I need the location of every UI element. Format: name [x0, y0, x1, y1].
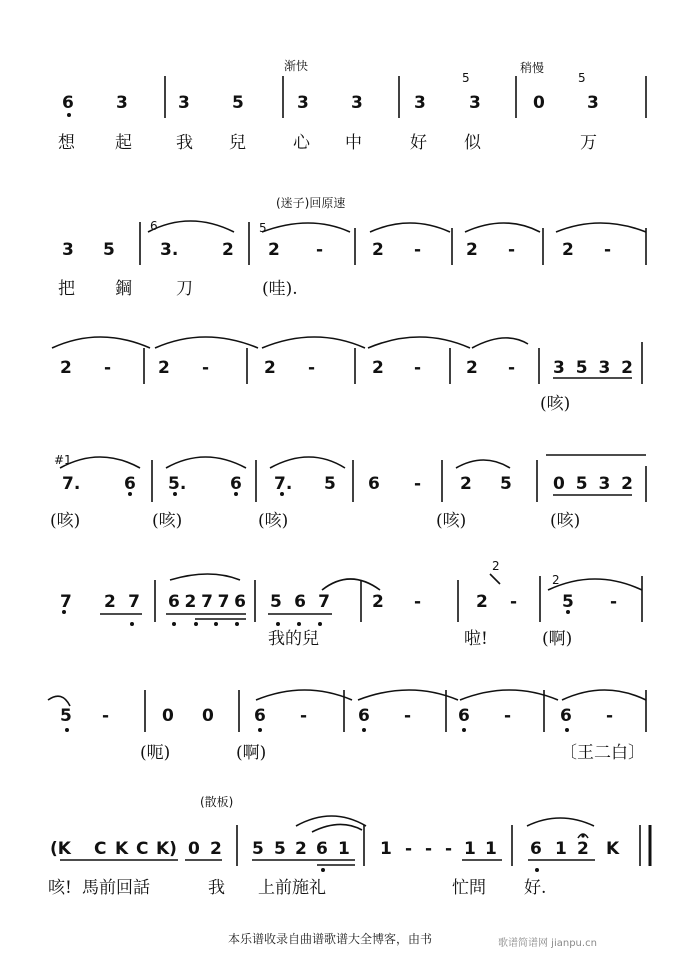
- note-group: 62776: [168, 592, 246, 612]
- slur: [312, 824, 362, 832]
- note: 1: [338, 839, 350, 859]
- note: 3: [351, 93, 363, 113]
- note: 3: [297, 93, 309, 113]
- lyric: (咳): [540, 394, 571, 414]
- lyric: 我: [176, 133, 193, 153]
- octave-dot: [235, 622, 239, 626]
- slur: [166, 457, 246, 468]
- tie: [548, 579, 642, 590]
- slur: [148, 221, 234, 232]
- note: 0: [202, 706, 214, 726]
- note: 5: [60, 706, 72, 726]
- octave-dot: [276, 622, 280, 626]
- note: 2: [210, 839, 222, 859]
- tie: [155, 337, 258, 348]
- lyric: 好.: [524, 878, 547, 898]
- note: 2: [295, 839, 307, 859]
- lyric: (咳): [152, 511, 183, 531]
- note: 0: [533, 93, 545, 113]
- note: -: [202, 358, 210, 378]
- slur: [60, 457, 140, 468]
- octave-dot: [565, 728, 569, 732]
- note: 7: [60, 592, 72, 612]
- octave-dot: [462, 728, 466, 732]
- grace-note: 5: [578, 71, 586, 85]
- note: 5: [252, 839, 264, 859]
- note: C: [94, 839, 107, 859]
- note: 2: [372, 358, 384, 378]
- note: (K: [50, 839, 71, 859]
- tie: [465, 223, 540, 232]
- note: 1: [380, 839, 392, 859]
- tie: [48, 696, 70, 706]
- note: 3: [469, 93, 481, 113]
- note: C: [136, 839, 149, 859]
- lyric: 起: [115, 133, 132, 153]
- note: 5: [500, 474, 512, 494]
- note: 2: [577, 839, 589, 859]
- lyric: 好: [410, 133, 427, 153]
- lyric: 啦!: [464, 629, 488, 649]
- note: K: [115, 839, 129, 859]
- note: -: [414, 474, 422, 494]
- note: -: [508, 240, 516, 260]
- tie: [368, 337, 470, 348]
- octave-dot: [297, 622, 301, 626]
- grace-note: 5: [259, 221, 267, 235]
- note: K): [156, 839, 177, 859]
- note: K: [606, 839, 620, 859]
- lyric: 刀: [176, 279, 193, 299]
- tie: [52, 337, 150, 348]
- note: 6: [230, 474, 242, 494]
- note: 7.: [274, 474, 293, 494]
- note: -: [308, 358, 316, 378]
- grace-note: 6: [150, 219, 158, 233]
- note: 3: [414, 93, 426, 113]
- lyric: (啊): [542, 629, 573, 649]
- octave-dot: [318, 622, 322, 626]
- tempo-mark-accelerando: 渐快: [284, 59, 309, 73]
- note: 6: [254, 706, 266, 726]
- tie: [370, 223, 450, 232]
- note: 5: [274, 839, 286, 859]
- lyric: 中: [345, 133, 362, 153]
- note: 5: [232, 93, 244, 113]
- slur: [296, 816, 366, 826]
- note-group: 0532: [553, 474, 633, 494]
- octave-dot: [258, 728, 262, 732]
- note: 1: [555, 839, 567, 859]
- note: 5.: [168, 474, 187, 494]
- note: 2: [268, 240, 280, 260]
- note: -: [404, 706, 412, 726]
- watermark: 歌谱简谱网 jianpu.cn: [498, 938, 597, 949]
- note: 5: [562, 592, 574, 612]
- note: 2: [476, 592, 488, 612]
- note: 5: [324, 474, 336, 494]
- note: 6: [368, 474, 380, 494]
- note: 3.: [160, 240, 179, 260]
- note: 2: [466, 358, 478, 378]
- tie: [556, 223, 646, 232]
- note: 7.: [62, 474, 81, 494]
- note: 6: [458, 706, 470, 726]
- note: 2: [466, 240, 478, 260]
- note: 2: [562, 240, 574, 260]
- note: 2: [158, 358, 170, 378]
- note: -: [405, 839, 413, 859]
- grace-note: 5: [462, 71, 470, 85]
- note: 0: [188, 839, 200, 859]
- note: 1: [485, 839, 497, 859]
- fermata-dot: [581, 834, 584, 837]
- lyric: 似: [464, 133, 481, 153]
- note: 0: [162, 706, 174, 726]
- octave-dot: [194, 622, 198, 626]
- octave-dot: [65, 728, 69, 732]
- note: -: [508, 358, 516, 378]
- lyric: 把: [58, 279, 75, 299]
- lyric: 咳!: [48, 878, 72, 898]
- grace-note: 2: [552, 573, 560, 587]
- lyric: (哇).: [262, 279, 298, 299]
- octave-dot: [535, 868, 539, 872]
- note: 2: [60, 358, 72, 378]
- note: -: [102, 706, 110, 726]
- note: 5: [103, 240, 115, 260]
- octave-dot: [130, 622, 134, 626]
- lyric: (咳): [258, 511, 289, 531]
- tie: [562, 690, 646, 700]
- lyric: 我的兒: [268, 629, 319, 649]
- note: 6: [316, 839, 328, 859]
- note: 2: [460, 474, 472, 494]
- tie: [472, 338, 528, 348]
- note: -: [606, 706, 614, 726]
- note-group: 3532: [553, 358, 633, 378]
- lyric: 万: [580, 133, 597, 153]
- note: 6: [530, 839, 542, 859]
- note: -: [604, 240, 612, 260]
- lyric-spoken-cue: 〔王二白〕: [560, 743, 645, 763]
- note: -: [425, 839, 433, 859]
- lyric: 想: [58, 133, 75, 153]
- note: 6: [62, 93, 74, 113]
- lyric: 心: [293, 133, 310, 153]
- lyric: 鋼: [115, 279, 132, 299]
- note: -: [300, 706, 308, 726]
- note: -: [504, 706, 512, 726]
- lyric: (呃): [140, 743, 171, 763]
- note: -: [414, 240, 422, 260]
- grace-note: #1: [54, 453, 72, 467]
- note: 6: [560, 706, 572, 726]
- note: -: [510, 592, 518, 612]
- tie: [262, 223, 350, 232]
- lyric: 忙問: [452, 878, 486, 898]
- lyric: 兒: [229, 133, 246, 153]
- octave-dot: [321, 868, 325, 872]
- grace-note: 2: [492, 559, 500, 573]
- lyric: (咳): [50, 511, 81, 531]
- note: 2: [372, 240, 384, 260]
- slur: [456, 460, 510, 468]
- tie: [262, 337, 365, 348]
- octave-dot: [172, 622, 176, 626]
- note: 6: [358, 706, 370, 726]
- note: 2: [372, 592, 384, 612]
- note: 2: [264, 358, 276, 378]
- footer-source-note: 本乐谱收录自曲谱歌谱大全博客，由书: [228, 932, 433, 946]
- note: -: [414, 592, 422, 612]
- slur: [322, 579, 380, 590]
- note: 1: [464, 839, 476, 859]
- note-group: 567: [270, 592, 330, 612]
- note: 3: [178, 93, 190, 113]
- note: -: [414, 358, 422, 378]
- note: 2: [222, 240, 234, 260]
- tempo-mark-free-meter: (散板): [200, 795, 234, 809]
- tie: [256, 690, 352, 700]
- tie: [170, 574, 240, 580]
- octave-dot: [214, 622, 218, 626]
- lyric: (咳): [436, 511, 467, 531]
- lyric: 我: [208, 878, 225, 898]
- note: -: [104, 358, 112, 378]
- octave-dot: [67, 113, 71, 117]
- note: 3: [116, 93, 128, 113]
- note: -: [445, 839, 453, 859]
- slur: [270, 457, 345, 468]
- lyric: (啊): [236, 743, 267, 763]
- note: 6: [124, 474, 136, 494]
- tempo-mark-ritardando: 稍慢: [520, 61, 545, 75]
- slur: [527, 818, 594, 826]
- note: 3: [62, 240, 74, 260]
- tie: [358, 690, 458, 700]
- note: -: [316, 240, 324, 260]
- accent-arrow: [490, 574, 500, 584]
- lyric: 馬前回話: [82, 878, 150, 898]
- note: 3: [587, 93, 599, 113]
- lyric: (咳): [550, 511, 581, 531]
- lyric: 上前施礼: [258, 878, 326, 898]
- note: -: [610, 592, 618, 612]
- tempo-mark-a-tempo: (迷子)回原速: [276, 196, 346, 210]
- note-group: 27: [104, 592, 140, 612]
- octave-dot: [362, 728, 366, 732]
